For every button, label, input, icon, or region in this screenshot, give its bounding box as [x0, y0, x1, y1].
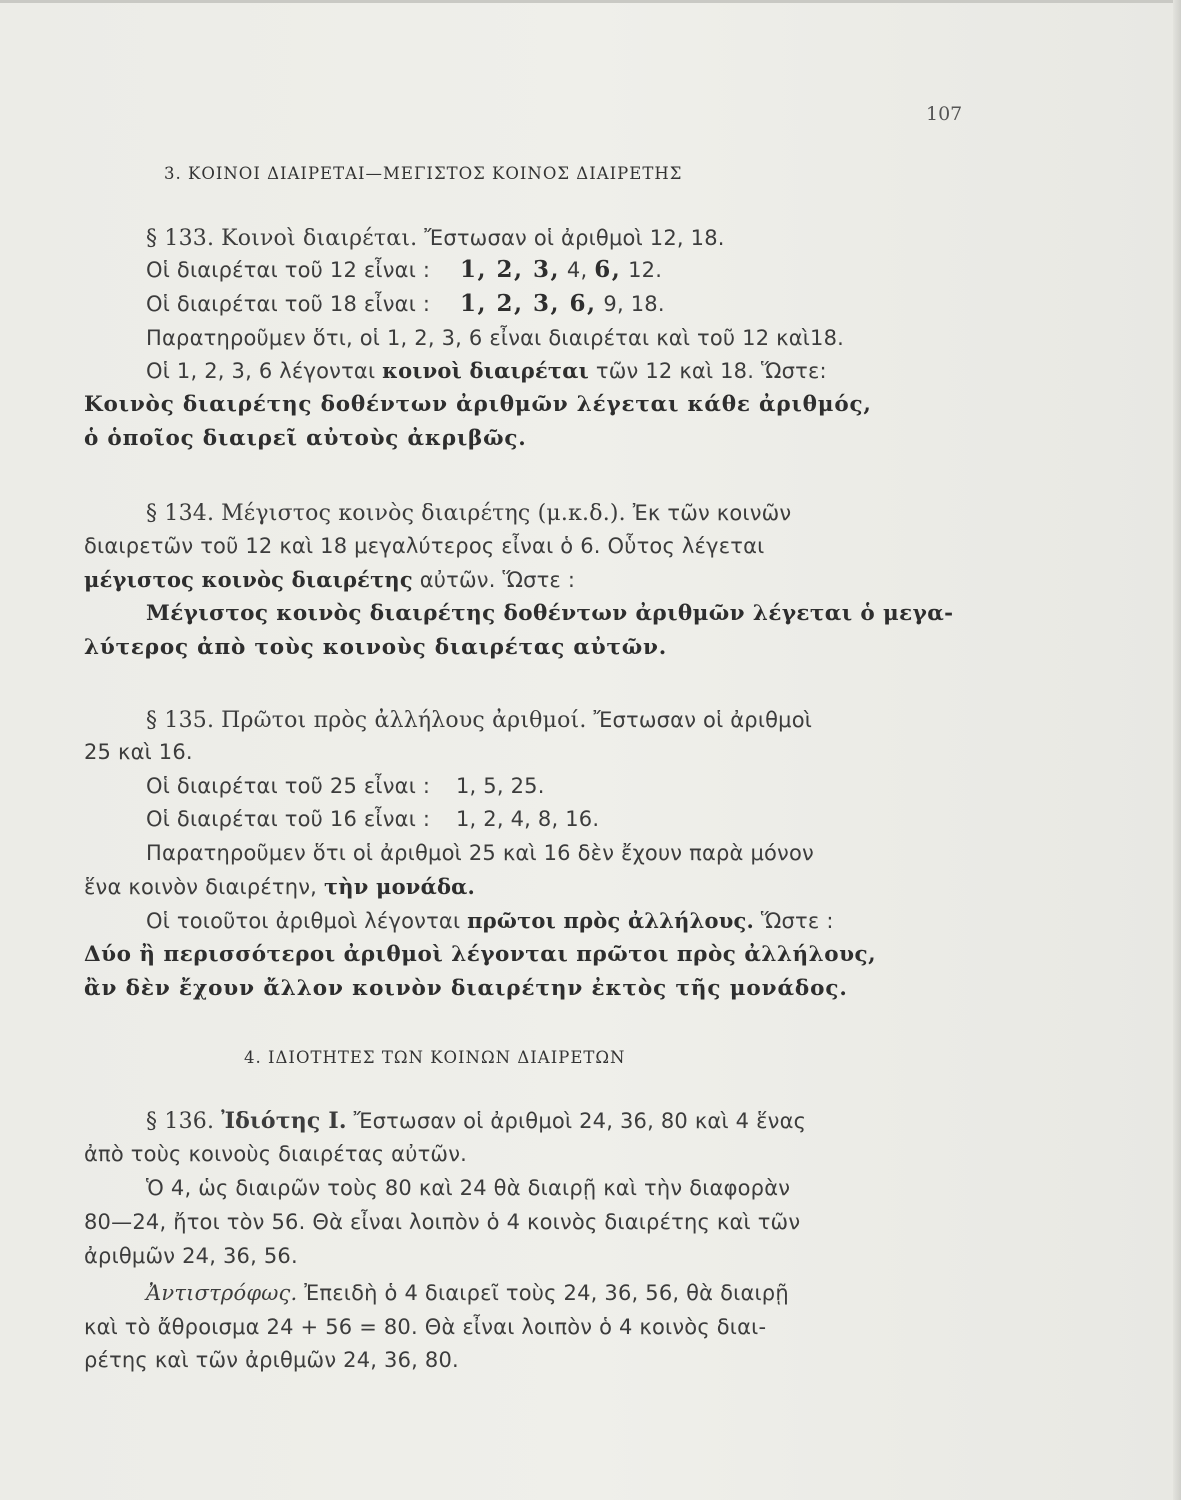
paragraph-134-number: § 134.: [146, 501, 215, 526]
definition-135-line-1: Δύο ἢ περισσότεροι ἀριθμοὶ λέγονται πρῶτοι πρὸς ἀλλήλους,: [84, 942, 877, 967]
divisors-of-12-twelve: 12.: [628, 258, 663, 282]
paragraph-135-line-2: 25 καὶ 16.: [84, 740, 193, 764]
paragraph-134-text: Ἐκ τῶν κοινῶν: [632, 501, 792, 525]
term-unity: τὴν μονάδα.: [323, 874, 476, 899]
paragraph-135-title: Πρῶτοι πρὸς ἀλλήλους ἀριθμοί.: [221, 708, 587, 733]
paragraph-133-line-4: Παρατηροῦμεν ὅτι, οἱ 1, 2, 3, 6 εἶναι διαιρέται καὶ τοῦ 12 καὶ18.: [146, 326, 845, 350]
paragraph-136-text: Ἔστωσαν οἱ ἀριθμοὶ 24, 36, 80 καὶ 4 ἕνας: [353, 1109, 807, 1133]
definition-134-line-2: λύτερος ἀπὸ τοὺς κοινοὺς διαιρέτας αὐτῶν.: [84, 635, 668, 660]
paragraph-135-line-1: [146, 706, 812, 735]
paragraph-134-line-3: [84, 566, 575, 594]
paragraph-135-line-7-start: Οἱ τοιοῦτοι ἀριθμοὶ λέγονται: [146, 909, 461, 933]
divisors-of-25-line: [146, 772, 545, 800]
paragraph-134-line-1: [146, 499, 791, 528]
definition-133-line-1: Κοινὸς διαιρέτης δοθέντων ἀριθμῶν λέγεται κάθε ἀριθμός,: [84, 392, 872, 417]
divisors-of-16-line: [146, 805, 599, 833]
paragraph-135-line-6-start: ἕνα κοινὸν διαιρέτην,: [84, 875, 318, 899]
section-4-heading: 4. ΙΔΙΟΤΗΤΕΣ ΤΩΝ ΚΟΙΝΩΝ ΔΙΑΙΡΕΤΩΝ: [244, 1048, 626, 1067]
divisors-of-16-label: Οἱ διαιρέται τοῦ 16 εἶναι :: [146, 807, 431, 831]
definition-133-line-2: ὁ ὁποῖος διαιρεῖ αὐτοὺς ἀκριβῶς.: [84, 426, 527, 451]
paragraph-136-line-1: [146, 1107, 806, 1136]
paragraph-134-title: Μέγιστος κοινὸς διαιρέτης (μ.κ.δ.).: [221, 501, 626, 526]
section-3-heading: 3. ΚΟΙΝΟΙ ΔΙΑΙΡΕΤΑΙ—ΜΕΓΙΣΤΟΣ ΚΟΙΝΟΣ ΔΙΑΙΡΕΤΗΣ: [164, 164, 683, 183]
paragraph-135-text: Ἔστωσαν οἱ ἀριθμοὶ: [593, 708, 813, 732]
divisors-of-18-line: [146, 290, 665, 318]
paragraph-133-line-5-end: τῶν 12 καὶ 18. Ὥστε:: [595, 359, 827, 383]
divisors-of-12-four: 4,: [566, 258, 588, 282]
paragraph-133-text: Ἔστωσαν οἱ ἀριθμοὶ 12, 18.: [424, 226, 725, 250]
paragraph-136-line-7: καὶ τὸ ἄθροισμα 24 + 56 = 80. Θὰ εἶναι λοιπὸν ὁ 4 κοινὸς διαι-: [84, 1315, 767, 1339]
paragraph-133-line-1: [146, 224, 725, 253]
definition-135-line-2: ἂν δὲν ἔχουν ἄλλον κοινὸν διαιρέτην ἐκτὸς τῆς μονάδος.: [84, 976, 848, 1001]
paragraph-135-line-6: [84, 873, 475, 901]
page-number: 107: [926, 103, 963, 125]
divisors-of-16-values: 1, 2, 4, 8, 16.: [455, 807, 600, 831]
paragraph-136-line-6: [146, 1279, 789, 1307]
paragraph-136-line-3: Ὁ 4, ὡς διαιρῶν τοὺς 80 καὶ 24 θὰ διαιρῇ καὶ τὴν διαφορὰν: [146, 1176, 791, 1200]
paragraph-135-line-7: [146, 907, 834, 935]
term-common-divisors: κοινοὶ διαιρέται: [382, 358, 589, 383]
divisors-of-18-bold: 1, 2, 3, 6,: [459, 290, 597, 317]
paragraph-136-number: § 136.: [146, 1109, 215, 1134]
paragraph-135-line-7-end: Ὥστε :: [760, 909, 834, 933]
paragraph-135-number: § 135.: [146, 708, 215, 733]
divisors-of-12-six: 6,: [594, 256, 622, 283]
divisors-of-12-bold: 1, 2, 3,: [459, 256, 560, 283]
term-gcd: μέγιστος κοινὸς διαιρέτης: [84, 567, 413, 592]
paragraph-136-line-6-end: Ἐπειδὴ ὁ 4 διαιρεῖ τοὺς 24, 36, 56, θὰ διαιρῇ: [304, 1281, 789, 1305]
paragraph-136-line-4: 80—24, ἤτοι τὸν 56. Θὰ εἶναι λοιπὸν ὁ 4 κοινὸς διαιρέτης καὶ τῶν: [84, 1210, 801, 1234]
paragraph-133-title: Κοινοὶ διαιρέται.: [221, 226, 418, 251]
paragraph-134-line-3-end: αὐτῶν. Ὥστε :: [419, 568, 576, 592]
definition-134-line-1: Μέγιστος κοινὸς διαιρέτης δοθέντων ἀριθμῶν λέγεται ὁ μεγα-: [146, 601, 954, 626]
paragraph-133-line-5-start: Οἱ 1, 2, 3, 6 λέγονται: [146, 359, 376, 383]
term-conversely: Ἀντιστρόφως.: [146, 1281, 298, 1305]
paragraph-136-line-5: ἀριθμῶν 24, 36, 56.: [84, 1244, 298, 1268]
paragraph-134-line-2: διαιρετῶν τοῦ 12 καὶ 18 μεγαλύτερος εἶναι ὁ 6. Οὗτος λέγεται: [84, 534, 765, 558]
divisors-of-12-label: Οἱ διαιρέται τοῦ 12 εἶναι :: [146, 258, 431, 282]
divisors-of-25-label: Οἱ διαιρέται τοῦ 25 εἶναι :: [146, 774, 431, 798]
paragraph-133-number: § 133.: [146, 226, 215, 251]
divisors-of-18-label: Οἱ διαιρέται τοῦ 18 εἶναι :: [146, 292, 431, 316]
paragraph-133-line-5: [146, 357, 827, 385]
divisors-of-18-rest: 9, 18.: [603, 292, 665, 316]
term-coprime: πρῶτοι πρὸς ἀλλήλους.: [467, 908, 755, 933]
divisors-of-12-line: [146, 256, 662, 284]
paragraph-135-line-5: Παρατηροῦμεν ὅτι οἱ ἀριθμοὶ 25 καὶ 16 δὲν ἔχουν παρὰ μόνον: [146, 841, 814, 865]
divisors-of-25-values: 1, 5, 25.: [455, 774, 545, 798]
page-right-edge: [1173, 0, 1181, 1500]
paragraph-136-line-8: ρέτης καὶ τῶν ἀριθμῶν 24, 36, 80.: [84, 1348, 459, 1372]
page-top-edge: [0, 0, 1181, 3]
paragraph-136-title: Ἰδιότης I.: [221, 1108, 347, 1134]
paragraph-136-line-2: ἀπὸ τοὺς κοινοὺς διαιρέτας αὐτῶν.: [84, 1142, 468, 1166]
